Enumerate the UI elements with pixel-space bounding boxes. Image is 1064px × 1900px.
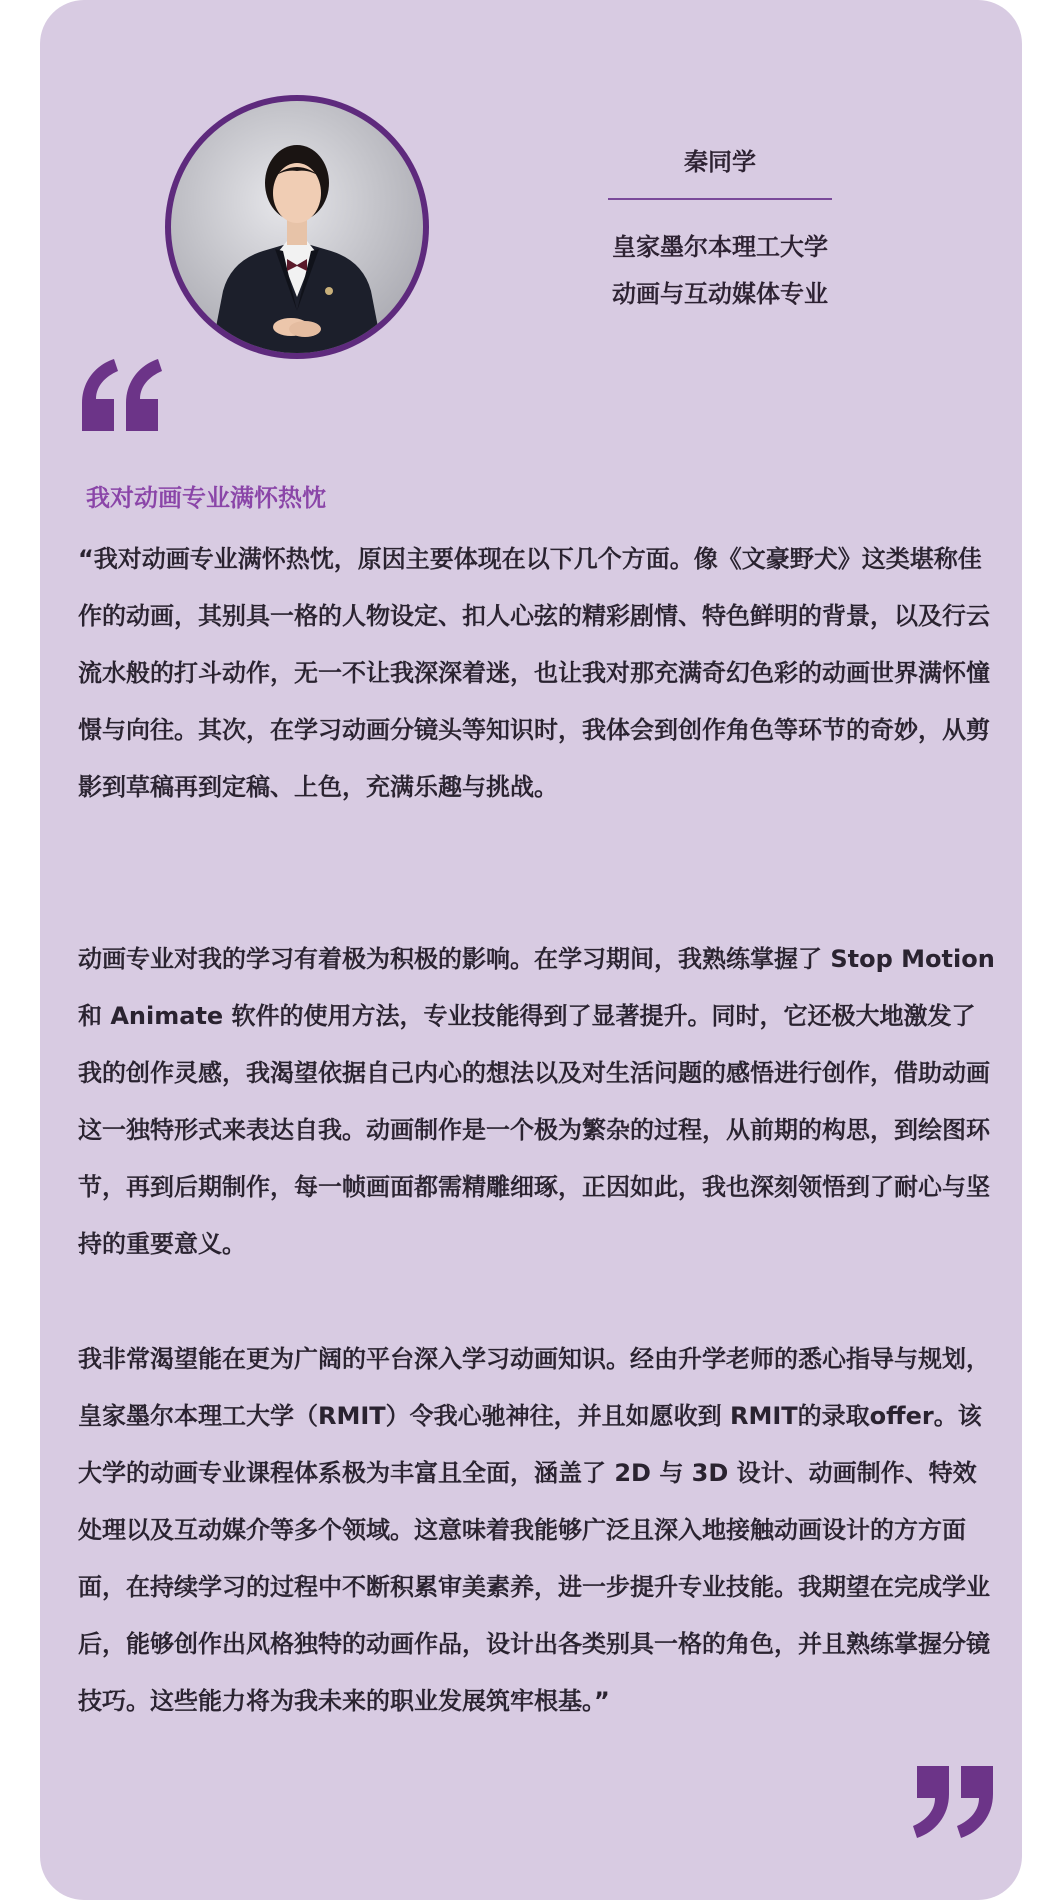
student-name: 秦同学 [684,148,756,176]
testimonial-paragraph-1: “我对动画专业满怀热忱，原因主要体现在以下几个方面。像《文豪野犬》这类堪称佳作的动画，其别具一格的人物设定、扣人心弦的精彩剧情、特色鲜明的背景，以及行云流水般的打斗动作，无一不让我深深着迷，也让我对那充满奇幻色彩的动画世界满怀憧憬与向往。其次，在学习动画分镜头等知识时，我体会到创作角色等环节的奇妙，从剪影到草稿再到定稿、上色，充满乐趣与挑战。 [78,545,990,801]
testimonial-headline: 我对动画专业满怀热忱 [86,484,326,512]
testimonial-paragraph-3: 我非常渴望能在更为广阔的平台深入学习动画知识。经由升学老师的悉心指导与规划，皇家墨尔本理工大学（RMIT）令我心驰神往，并且如愿收到 RMIT的录取offer。该大学的动画专业课程体系极为丰富且全面，涵盖了 2D 与 3D 设计、动画制作、特效处理以及互动媒介等多个领域。这意味着我能够广泛且深入地接触动画设计的方方面面，在持续学习的过程中不断积累审美素养，进一步提升专业技能。我期望在完成学业后，能够创作出风格独特的动画作品，设计出各类别具一格的角色，并且熟练掌握分镜技巧。这些能力将为我未来的职业发展筑牢根基。” [78,1345,990,1715]
major-name: 动画与互动媒体专业 [612,280,828,308]
name-divider [608,198,832,200]
close-quote-icon [913,1762,997,1842]
school-name: 皇家墨尔本理工大学 [612,233,828,261]
student-portrait-image [171,101,423,353]
open-quote-icon [78,355,162,435]
avatar [171,101,423,353]
testimonial-paragraph-2: 动画专业对我的学习有着极为积极的影响。在学习期间，我熟练掌握了 Stop Motion 和 Animate 软件的使用方法，专业技能得到了显著提升。同时，它还极大地激发了我的创作灵感，我渴望依据自己内心的想法以及对生活问题的感悟进行创作，借助动画这一独特形式来表达自我。动画制作是一个极为繁杂的过程，从前期的构思，到绘图环节，再到后期制作，每一帧画面都需精雕细琢，正因如此，我也深刻领悟到了耐心与坚持的重要意义。 [78,945,995,1258]
